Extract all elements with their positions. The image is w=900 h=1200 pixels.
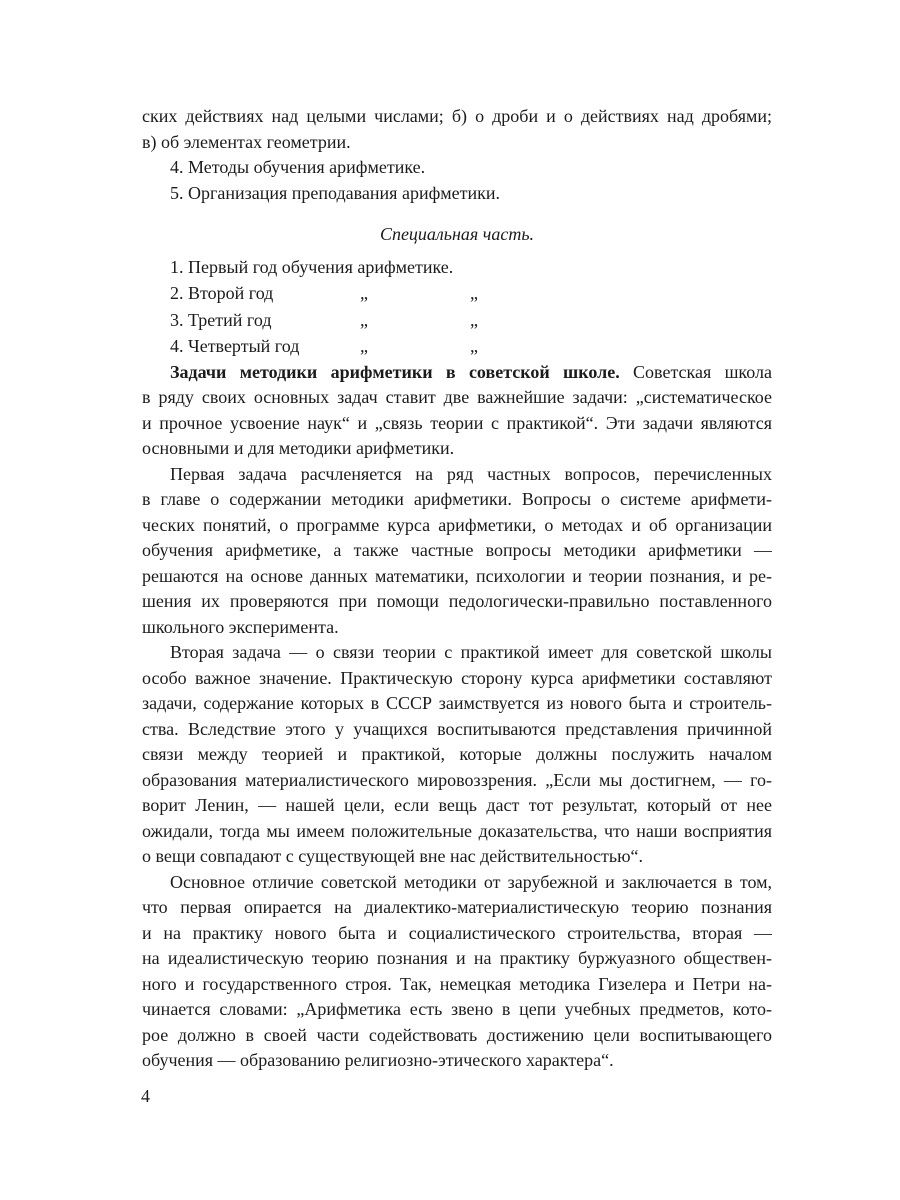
year-list-item bbox=[142, 280, 772, 307]
ditto-mark: „ bbox=[360, 283, 368, 303]
year-label: 4. Четвертый год bbox=[170, 336, 300, 356]
text-line: особо важное значение. Практическую сторону курса арифметики составляют bbox=[142, 667, 772, 688]
text-line: и на практику нового быта и социалистического строительства, вторая — bbox=[142, 922, 772, 943]
text-line: Вторая задача — о связи теории с практикой имеет для советской школы bbox=[170, 642, 772, 662]
ditto-mark: „ bbox=[360, 309, 368, 330]
numbered-items bbox=[142, 155, 772, 206]
text-line: ческих понятий, о программе курса арифметики, о методах и об организации bbox=[142, 514, 772, 535]
text-line: ного и государственного строя. Так, немецкая методика Гизелера и Петри на- bbox=[142, 973, 772, 994]
text-content bbox=[142, 104, 772, 1074]
year-label: 1. Первый год обучения арифметике. bbox=[170, 256, 454, 277]
paragraphs bbox=[142, 360, 772, 1074]
text-line: на идеалистическую теорию познания и на практику буржуазного обществен- bbox=[142, 948, 772, 968]
text-line: Задачи методики арифметики в советской школе. Советская школа bbox=[170, 361, 772, 382]
text-line: о вещи совпадают с существующей вне нас действительностью“. bbox=[142, 846, 644, 866]
text-line: чинается словами: „Арифметика есть звено в цепи учебных предметов, кото- bbox=[142, 999, 772, 1019]
text-line: обучения арифметике, а также частные вопросы методики арифметики — bbox=[142, 540, 772, 560]
text-line: решаются на основе данных математики, психологии и теории познания, и ре- bbox=[142, 565, 772, 586]
ditto-mark: „ bbox=[470, 283, 478, 303]
text-line: ожидали, тогда мы имеем положительные доказательства, что наши восприятия bbox=[142, 820, 772, 841]
ditto-mark: „ bbox=[470, 336, 478, 356]
page-number: 4 bbox=[141, 1086, 150, 1106]
text-line: в) об элементах геометрии. bbox=[142, 131, 351, 152]
text-line: что первая опирается на диалектико-материалистическую теорию познания bbox=[142, 897, 772, 917]
text-line: образования материалистического мировоззрения. „Если мы достигнем, — го- bbox=[142, 769, 772, 790]
text-line: Первая задача расчленяется на ряд частных вопросов, перечисленных bbox=[170, 463, 772, 484]
text-line: и прочное усвоение наук“ и „связь теории с практикой“. Эти задачи являются bbox=[142, 412, 772, 433]
paragraph-lead-bold: Задачи методики арифметики в советской школе. bbox=[170, 361, 620, 382]
year-list-item bbox=[142, 307, 772, 334]
year-list-item bbox=[142, 254, 772, 281]
text-line: ворит Ленин, — нашей цели, если вещь даст тот результат, который от нее bbox=[142, 795, 772, 815]
text-line: ских действиях над целыми числами; б) о дроби и о действиях над дробями; bbox=[142, 106, 772, 126]
year-label: 2. Второй год bbox=[170, 283, 274, 303]
year-list-item bbox=[142, 333, 772, 360]
ditto-mark: „ bbox=[360, 336, 368, 356]
ditto-mark: „ bbox=[470, 309, 478, 330]
text-line: 5. Организация преподавания арифметики. bbox=[170, 182, 501, 203]
section-heading: Специальная часть. bbox=[379, 224, 535, 244]
text-line: ства. Вследствие этого у учащихся воспитываются представления причинной bbox=[142, 718, 772, 739]
text-line: связи между теорией и практикой, которые должны послужить началом bbox=[142, 744, 772, 764]
text-line: рое должно в своей части содействовать достижению цели воспитывающего bbox=[142, 1024, 772, 1045]
continuation-paragraph bbox=[142, 104, 772, 155]
text-line: 4. Методы обучения арифметике. bbox=[170, 157, 426, 177]
text-line: обучения — образованию религиозно-этического характера“. bbox=[142, 1050, 614, 1070]
text-line: задачи, содержание которых в СССР заимствуется из нового быта и строитель- bbox=[142, 693, 772, 713]
year-label: 3. Третий год bbox=[170, 309, 272, 330]
text-line: в ряду своих основных задач ставит две важнейшие задачи: „систематическое bbox=[142, 387, 772, 407]
text-line: Основное отличие советской методики от зарубежной и заключается в том, bbox=[170, 871, 772, 892]
text-line: школьного эксперимента. bbox=[142, 616, 339, 637]
text-line: шения их проверяются при помощи педологически-правильно поставленного bbox=[142, 591, 772, 611]
year-list bbox=[142, 254, 772, 360]
text-line: в главе о содержании методики арифметики. Вопросы о системе арифмети- bbox=[142, 489, 772, 509]
text-line: основными и для методики арифметики. bbox=[142, 438, 455, 458]
